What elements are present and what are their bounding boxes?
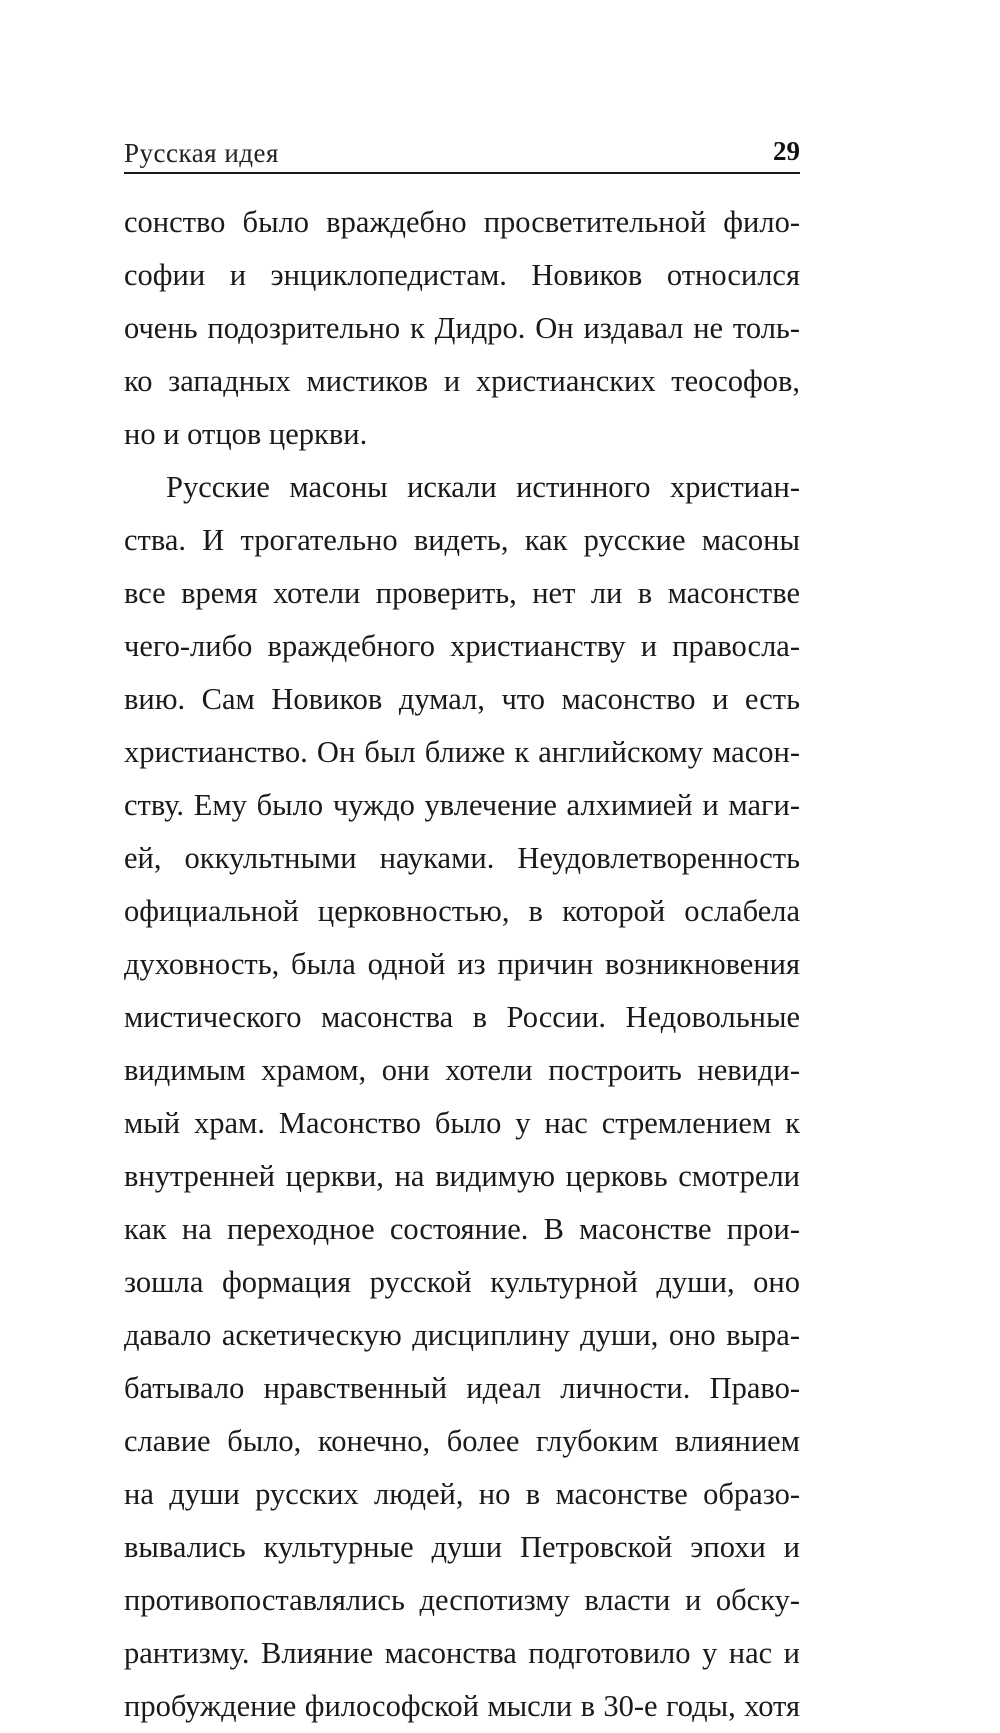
text-line: мистического масонства в России. Недовольные (124, 1000, 800, 1034)
text-line: давало аскетическую дисциплину души, оно выра- (124, 1318, 800, 1352)
text-line: внутренней церкви, на видимую церковь смотрели (124, 1159, 800, 1193)
text-line: как на переходное состояние. В масонстве прои- (124, 1212, 800, 1246)
text-line: христианство. Он был ближе к английскому масон- (124, 735, 800, 769)
text-line: вывались культурные души Петровской эпохи и (124, 1530, 800, 1564)
text-line: рантизму. Влияние масонства подготовило у нас и (124, 1636, 800, 1670)
text-line: сонство было враждебно просветительной фило- (124, 205, 800, 239)
text-line: мый храм. Масонство было у нас стремлением к (124, 1106, 800, 1140)
body-text (124, 196, 800, 1733)
text-line: пробуждение философской мысли в 30-е годы, хотя (124, 1689, 800, 1723)
text-line: софии и энциклопедистам. Новиков относился (124, 258, 800, 292)
text-line: батывало нравственный идеал личности. Право- (124, 1371, 800, 1405)
text-line: чего-либо враждебного христианству и правосла- (124, 629, 800, 663)
text-line: ства. И трогательно видеть, как русские масоны (124, 523, 800, 557)
text-line: видимым храмом, они хотели построить невиди- (124, 1053, 800, 1087)
text-line: ей, оккультными науками. Неудовлетворенность (124, 841, 800, 875)
text-line: все время хотели проверить, нет ли в масонстве (124, 576, 800, 610)
text-line: духовность, была одной из причин возникновения (124, 947, 800, 981)
text-line: ко западных мистиков и христианских теософов, (124, 364, 800, 398)
paragraph-first-line: Русские масоны искали истинного христиан- (166, 470, 800, 504)
running-head (124, 128, 800, 174)
text-line: официальной церковностью, в которой ослабела (124, 894, 800, 928)
text-line: очень подозрительно к Дидро. Он издавал не толь- (124, 311, 800, 345)
text-line: славие было, конечно, более глубоким влиянием (124, 1424, 800, 1458)
page-number: 29 (773, 136, 800, 166)
text-line: на души русских людей, но в масонстве образо- (124, 1477, 800, 1511)
text-line: вию. Сам Новиков думал, что масонство и есть (124, 682, 800, 716)
text-line: зошла формация русской культурной души, оно (124, 1265, 800, 1299)
text-line: ству. Ему было чуждо увлечение алхимией и маги- (124, 788, 800, 822)
paragraph-end-line: но и отцов церкви. (124, 417, 368, 451)
text-line: противопоставлялись деспотизму власти и обску- (124, 1583, 800, 1617)
running-title: Русская идея (124, 138, 279, 168)
